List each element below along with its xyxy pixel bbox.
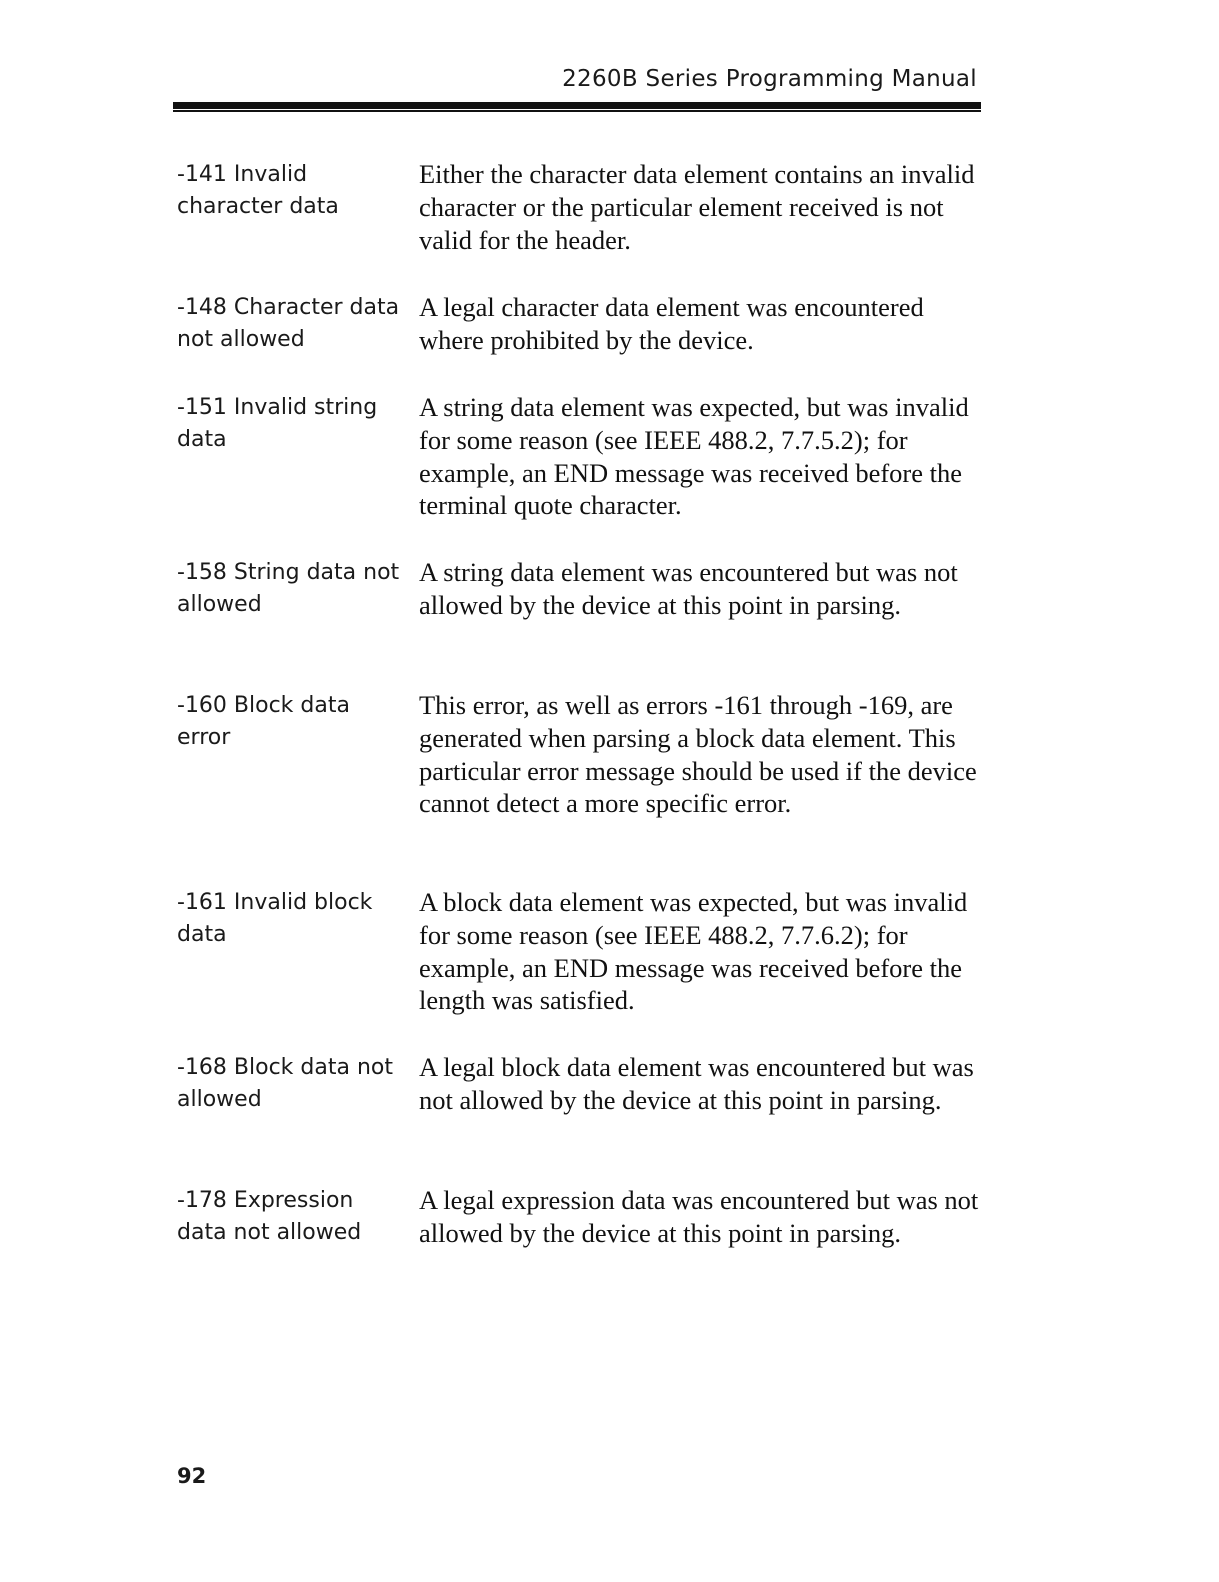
- error-description: A legal expression data was encountered but was not allowed by the device at this point in parsing.: [419, 1185, 979, 1248]
- error-code-label: -161 Invalid block data: [177, 890, 373, 947]
- error-code-label: -141 Invalid character data: [177, 162, 339, 219]
- error-code-label: -168 Block data not allowed: [177, 1055, 393, 1112]
- error-description: Either the character data element contains an invalid character or the particular element received is not valid for the header.: [419, 159, 975, 255]
- error-code-label: -160 Block data error: [177, 693, 350, 750]
- error-description: A legal block data element was encountered but was not allowed by the device at this point in parsing.: [419, 1052, 974, 1115]
- error-description: This error, as well as errors -161 through -169, are generated when parsing a block data element. This particular error message should be used if the device cannot detect a more specific error.: [419, 690, 977, 819]
- error-description: A string data element was expected, but was invalid for some reason (see IEEE 488.2, 7.7.5.2); for example, an END message was received before the terminal quote character.: [419, 392, 969, 521]
- error-code-label: -158 String data not allowed: [177, 560, 400, 617]
- running-header-title: 2260B Series Programming Manual: [562, 66, 977, 92]
- error-description: A block data element was expected, but was invalid for some reason (see IEEE 488.2, 7.7.6.2); for example, an END message was received before the length was satisfied.: [419, 887, 968, 1016]
- header-rule-thick: [173, 102, 981, 109]
- error-code-label: -148 Character data not allowed: [177, 295, 400, 352]
- error-code-label: -178 Expression data not allowed: [177, 1188, 362, 1245]
- error-description: A legal character data element was encountered where prohibited by the device.: [419, 292, 924, 355]
- error-description: A string data element was encountered but was not allowed by the device at this point in parsing.: [419, 557, 958, 620]
- error-code-label: -151 Invalid string data: [177, 395, 378, 452]
- header-rule-thin: [173, 110, 981, 112]
- page-number: 92: [177, 1464, 207, 1488]
